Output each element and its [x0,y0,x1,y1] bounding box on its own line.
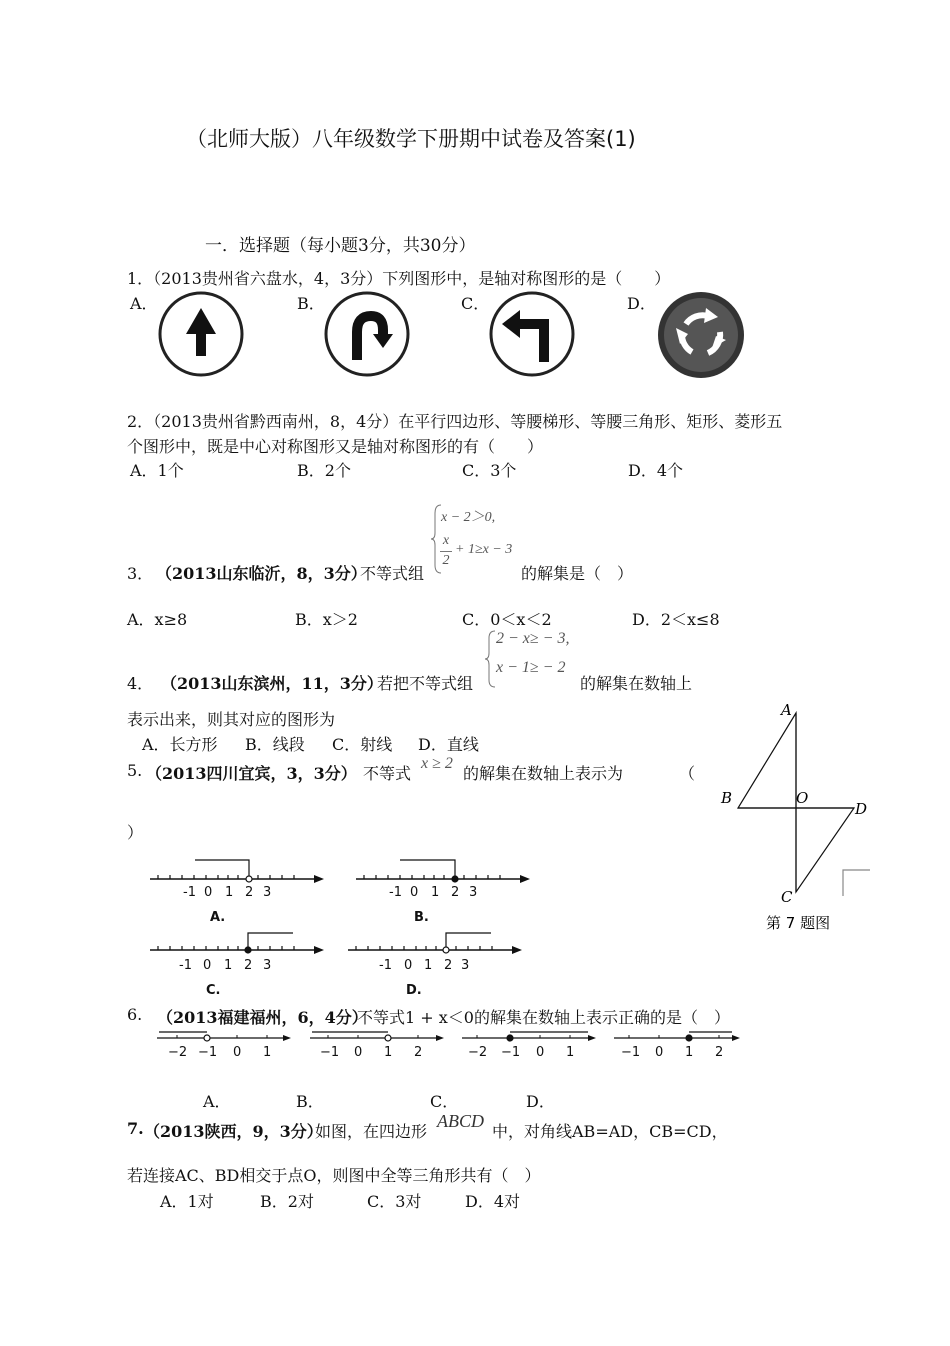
q5-paren-open: （ [679,764,696,783]
q6d-tick-label: −1 [621,1045,641,1060]
q5d-tick-label: -1 [379,958,392,973]
q6c-tick-label: 1 [566,1045,575,1060]
q3-fraction-bar [440,551,452,552]
q2-option-a: A．1个 [130,461,184,480]
roundabout-sign-icon [656,290,746,380]
q4-inequality-1: 2 − x≥ − 3, [496,630,570,647]
q5d-tick-label: 1 [424,958,433,973]
question-2-line2: 个图形中，既是中心对称图形又是轴对称图形的有（ ） [127,437,544,456]
q6b-tick-label: 1 [384,1045,393,1060]
q5b-tick-label: 2 [451,885,460,900]
question-3-text: 不等式组 [360,564,425,583]
question-5-suffix: 的解集在数轴上表示为 [463,764,624,783]
question-4-source: （2013山东滨州，11，3分） [161,674,383,693]
q1-option-b-label: B． [297,294,325,313]
q7-option-a: A．1对 [160,1192,214,1211]
question-7-text: 如图，在四边形 [315,1122,428,1141]
q4-inequality-2: x − 1≥ − 2 [496,659,566,676]
q6-option-b-label: B． [296,1092,324,1111]
question-4-suffix: 的解集在数轴上 [580,674,693,693]
question-6-source: （2013福建福州，6，4分） [157,1008,368,1027]
q7-option-b: B．2对 [260,1192,314,1211]
q5-option-b-number-line [354,855,534,930]
q7-option-d: D．4对 [465,1192,521,1211]
q6d-tick-label: 2 [715,1045,724,1060]
q1-option-a-label: A． [130,294,158,313]
arrow-up-sign-icon [157,290,245,378]
q5c-tick-label: 3 [263,958,272,973]
question-7-line2: 若连接AC、BD相交于点O，则图中全等三角形共有（ ） [127,1166,541,1185]
q5c-tick-label: 0 [203,958,212,973]
question-3-source: （2013山东临沂，8，3分） [156,564,367,583]
q6-option-a-number-line [155,1026,295,1062]
q5b-tick-label: -1 [389,885,402,900]
q3-option-d: D．2＜x≤8 [632,610,720,629]
q5b-tick-label: 1 [431,885,440,900]
q6d-tick-label: 0 [655,1045,664,1060]
figure-7-label-o: O [796,789,809,807]
q6a-tick-label: −1 [198,1045,218,1060]
q4-option-a: A．长方形 [142,735,218,754]
q7-shape-name: ABCD [437,1111,484,1131]
figure-7-label-b: B [721,789,733,807]
figure-7-kite-diagram [718,700,878,935]
q5-option-d-label: D. [406,983,422,998]
q5a-tick-label: 3 [263,885,272,900]
q5-option-d-number-line [346,928,526,1003]
q6-option-d-number-line [612,1026,752,1062]
q6b-tick-label: 0 [354,1045,363,1060]
page-title: （北师大版）八年级数学下册期中试卷及答案(1) [186,127,636,151]
q1-option-c-label: C． [461,294,490,313]
question-4-number: 4． [127,674,154,693]
figure-7-label-c: C [781,888,793,906]
question-7-suffix: 中，对角线AB=AD，CB=CD， [492,1122,728,1141]
q6-option-c-label: C． [430,1092,459,1111]
q6b-tick-label: 2 [414,1045,423,1060]
question-4-text: 若把不等式组 [377,674,474,693]
q6c-tick-label: −2 [468,1045,488,1060]
question-5-number: 5. [127,761,143,780]
q6-option-d-label: D． [526,1092,555,1111]
question-6-text: 不等式1 + x＜0的解集在数轴上表示正确的是（ ） [357,1008,730,1027]
q5b-tick-label: 3 [469,885,478,900]
question-2-line1: 2．（2013贵州省黔西南州，8，4分）在平行四边形、等腰梯形、等腰三角形、矩形、菱形五 [127,412,783,431]
figure-7-label-d: D [855,800,868,818]
q3-fraction-denominator: 2 [442,553,450,568]
q1-option-d-label: D． [627,294,656,313]
q6a-tick-label: 1 [263,1045,272,1060]
q6-option-b-number-line [308,1026,448,1062]
q4-option-b: B．线段 [245,735,305,754]
q5c-tick-label: -1 [179,958,192,973]
question-3-suffix: 的解集是（ ） [521,564,634,583]
q5b-tick-label: 0 [410,885,419,900]
q5-option-b-label: B. [414,910,429,925]
q3-inequality-1: x − 2＞0, [441,510,496,525]
q5-paren-close: ） [127,823,144,842]
q2-option-c: C．3个 [462,461,517,480]
q5-inequality: x ≥ 2 [421,755,453,772]
q3-option-a: A．x≥8 [127,610,188,629]
q4-option-c: C．射线 [332,735,393,754]
q5c-tick-label: 1 [224,958,233,973]
q6-option-c-number-line [460,1026,600,1062]
q5c-tick-label: 2 [244,958,253,973]
q5a-tick-label: -1 [183,885,196,900]
question-6-number: 6. [127,1005,143,1024]
q6c-tick-label: 0 [536,1045,545,1060]
q5d-tick-label: 0 [404,958,413,973]
q3-fraction-numerator: x [442,533,450,548]
question-1-text: 1．（2013贵州省六盘水，4，3分）下列图形中，是轴对称图形的是（ ） [127,269,671,288]
q3-inequality-2: + 1≥x − 3 [455,542,513,557]
q5d-tick-label: 3 [461,958,470,973]
section-heading: 一．选择题（每小题3分，共30分） [205,236,476,256]
question-7-number: 7. [127,1119,144,1138]
u-turn-sign-icon [323,290,411,378]
q5d-tick-label: 2 [444,958,453,973]
q5a-tick-label: 2 [245,885,254,900]
figure-7-label-a: A [781,701,792,719]
q6-option-a-label: A． [203,1092,231,1111]
q5a-tick-label: 1 [225,885,234,900]
q5-option-c-number-line [148,928,328,1003]
question-5-text: 不等式 [363,764,412,783]
q4-option-d: D．直线 [418,735,479,754]
q3-option-b: B．x＞2 [295,610,358,629]
q2-option-b: B．2个 [297,461,351,480]
q6c-tick-label: −1 [501,1045,521,1060]
q6a-tick-label: 0 [233,1045,242,1060]
left-turn-sign-icon [488,290,576,378]
q5a-tick-label: 0 [204,885,213,900]
question-5-source: （2013四川宜宾，3，3分） [146,764,357,783]
question-4-line2: 表示出来，则其对应的图形为 [127,710,336,729]
q6a-tick-label: −2 [168,1045,188,1060]
question-3-number: 3． [127,564,154,583]
figure-7-caption: 第 7 题图 [766,914,831,932]
question-7-source: （2013陕西，9，3分） [144,1122,323,1141]
q5-option-a-label: A. [210,910,226,925]
q3-option-c: C．0＜x＜2 [462,610,552,629]
q5-option-c-label: C. [206,983,221,998]
q5-option-a-number-line [148,855,328,930]
q6b-tick-label: −1 [320,1045,340,1060]
q2-option-d: D．4个 [628,461,684,480]
q6d-tick-label: 1 [685,1045,694,1060]
q7-option-c: C．3对 [367,1192,422,1211]
